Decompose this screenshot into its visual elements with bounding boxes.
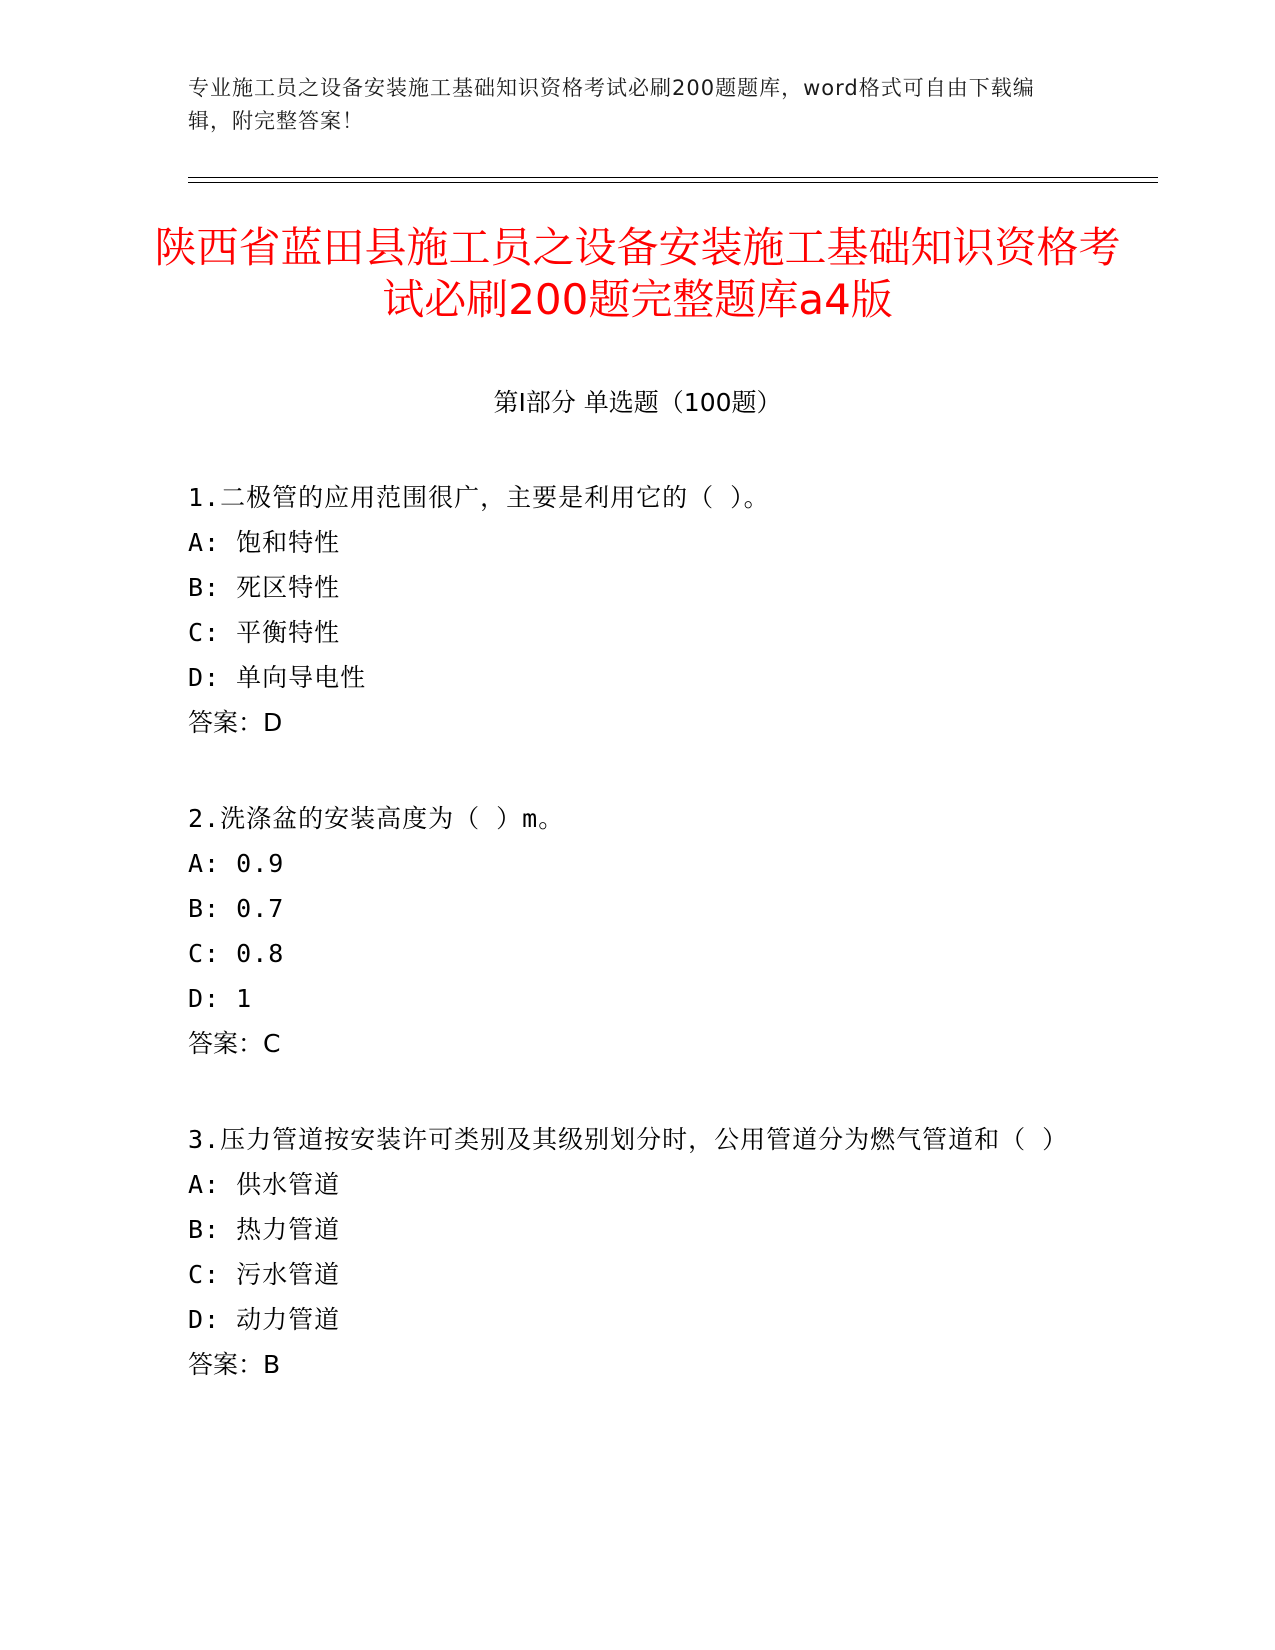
document-title: 陕西省蓝田县施工员之设备安装施工基础知识资格考试必刷200题完整题库a4版 [154,223,1121,324]
option-a: A: 饱和特性 [188,528,341,557]
question-stem: 2.洗涤盆的安装高度为（ ）m。 [188,804,565,833]
question-stem: 1.二极管的应用范围很广，主要是利用它的（ ）。 [188,483,770,512]
header-note: 专业施工员之设备安装施工基础知识资格考试必刷200题题库，word格式可自由下载编辑，附完整答案！ [188,76,1035,133]
option-b: B: 热力管道 [188,1215,341,1244]
option-d: D: 1 [188,984,253,1013]
option-a: A: 供水管道 [188,1170,341,1199]
answer-line: 答案：B [188,1350,281,1379]
question-list [188,475,1088,1438]
header-divider-bottom [188,182,1158,183]
header-divider-top [188,177,1158,178]
option-c: C: 平衡特性 [188,618,341,647]
answer-line: 答案：C [188,1029,281,1058]
option-c: C: 0.8 [188,939,285,968]
option-a: A: 0.9 [188,849,285,878]
section-heading: 第Ⅰ部分 单选题（100题） [493,388,782,417]
option-d: D: 单向导电性 [188,663,367,692]
question-stem: 3.压力管道按安装许可类别及其级别划分时，公用管道分为燃气管道和（ ） [188,1125,1069,1154]
answer-line: 答案：D [188,708,283,737]
option-c: C: 污水管道 [188,1260,341,1289]
option-d: D: 动力管道 [188,1305,341,1334]
question-1 [188,475,1088,745]
question-3 [188,1117,1088,1387]
option-b: B: 0.7 [188,894,285,923]
option-b: B: 死区特性 [188,573,341,602]
question-2 [188,796,1088,1066]
